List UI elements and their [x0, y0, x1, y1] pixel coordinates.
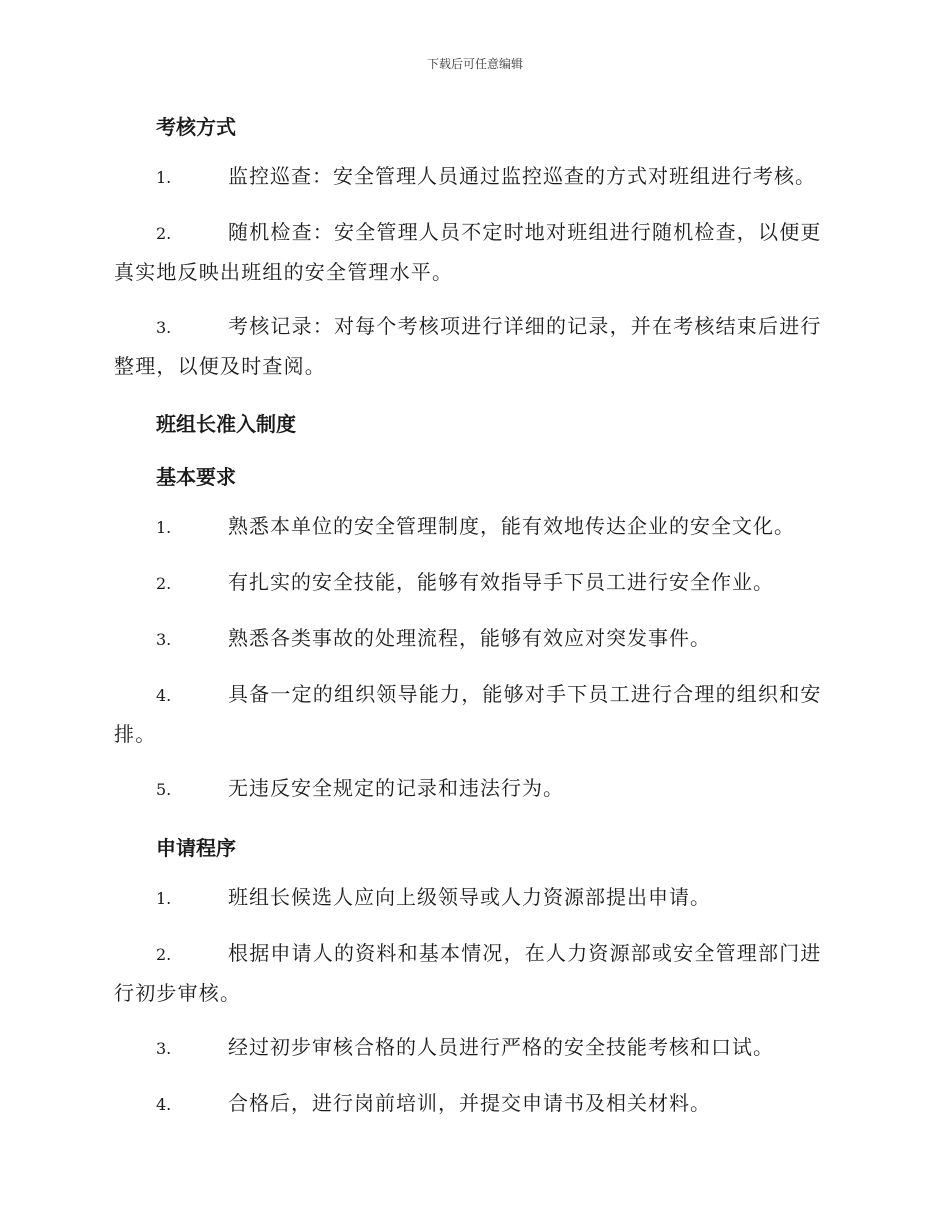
document-body [114, 104, 834, 1140]
item-text: 无违反安全规定的记录和违法行为。 [228, 776, 564, 800]
section-title-basic-requirements: 基本要求 [156, 465, 236, 489]
item-number: 3. [156, 630, 172, 649]
list-item [114, 213, 834, 291]
item-number: 3. [156, 318, 172, 337]
item-text: 考核记录：对每个考核项进行详细的记录，并在考核结束后进行整理，以便及时查阅。 [114, 314, 822, 378]
item-number: 5. [156, 780, 172, 799]
item-number: 1. [156, 518, 172, 537]
item-text: 随机检查：安全管理人员不定时地对班组进行随机检查，以便更真实地反映出班组的安全管理水平。 [114, 220, 822, 284]
item-text: 熟悉本单位的安全管理制度，能有效地传达企业的安全文化。 [228, 514, 795, 538]
item-text: 有扎实的安全技能，能够有效指导手下员工进行安全作业。 [228, 570, 774, 594]
list-item [114, 563, 834, 603]
item-number: 3. [156, 1039, 172, 1058]
item-number: 2. [156, 574, 172, 593]
item-number: 1. [156, 889, 172, 908]
list-item [114, 507, 834, 547]
page-header: 下载后可任意编辑 [426, 57, 523, 71]
section-title-team-leader-admission: 班组长准入制度 [156, 412, 296, 436]
item-text: 班组长候选人应向上级领导或人力资源部提出申请。 [228, 885, 711, 909]
list-item [114, 934, 834, 1012]
list-item [114, 878, 834, 918]
section-title-assessment: 考核方式 [156, 115, 236, 139]
list-item [114, 157, 834, 197]
item-text: 根据申请人的资料和基本情况，在人力资源部或安全管理部门进行初步审核。 [114, 941, 822, 1005]
list-item [114, 675, 834, 753]
item-number: 2. [156, 945, 172, 964]
list-item [114, 1028, 834, 1068]
section-title-application-procedure: 申请程序 [156, 836, 236, 860]
list-item [114, 619, 834, 659]
item-text: 合格后，进行岗前培训，并提交申请书及相关材料。 [228, 1091, 711, 1115]
list-item [114, 1084, 834, 1124]
item-number: 4. [156, 686, 172, 705]
item-number: 4. [156, 1095, 172, 1114]
item-number: 2. [156, 224, 172, 243]
list-item [114, 307, 834, 385]
list-item [114, 769, 834, 809]
item-text: 监控巡查：安全管理人员通过监控巡查的方式对班组进行考核。 [228, 164, 816, 188]
item-text: 经过初步审核合格的人员进行严格的安全技能考核和口试。 [228, 1035, 774, 1059]
item-text: 熟悉各类事故的处理流程，能够有效应对突发事件。 [228, 626, 711, 650]
item-number: 1. [156, 168, 172, 187]
item-text: 具备一定的组织领导能力，能够对手下员工进行合理的组织和安排。 [114, 682, 822, 746]
